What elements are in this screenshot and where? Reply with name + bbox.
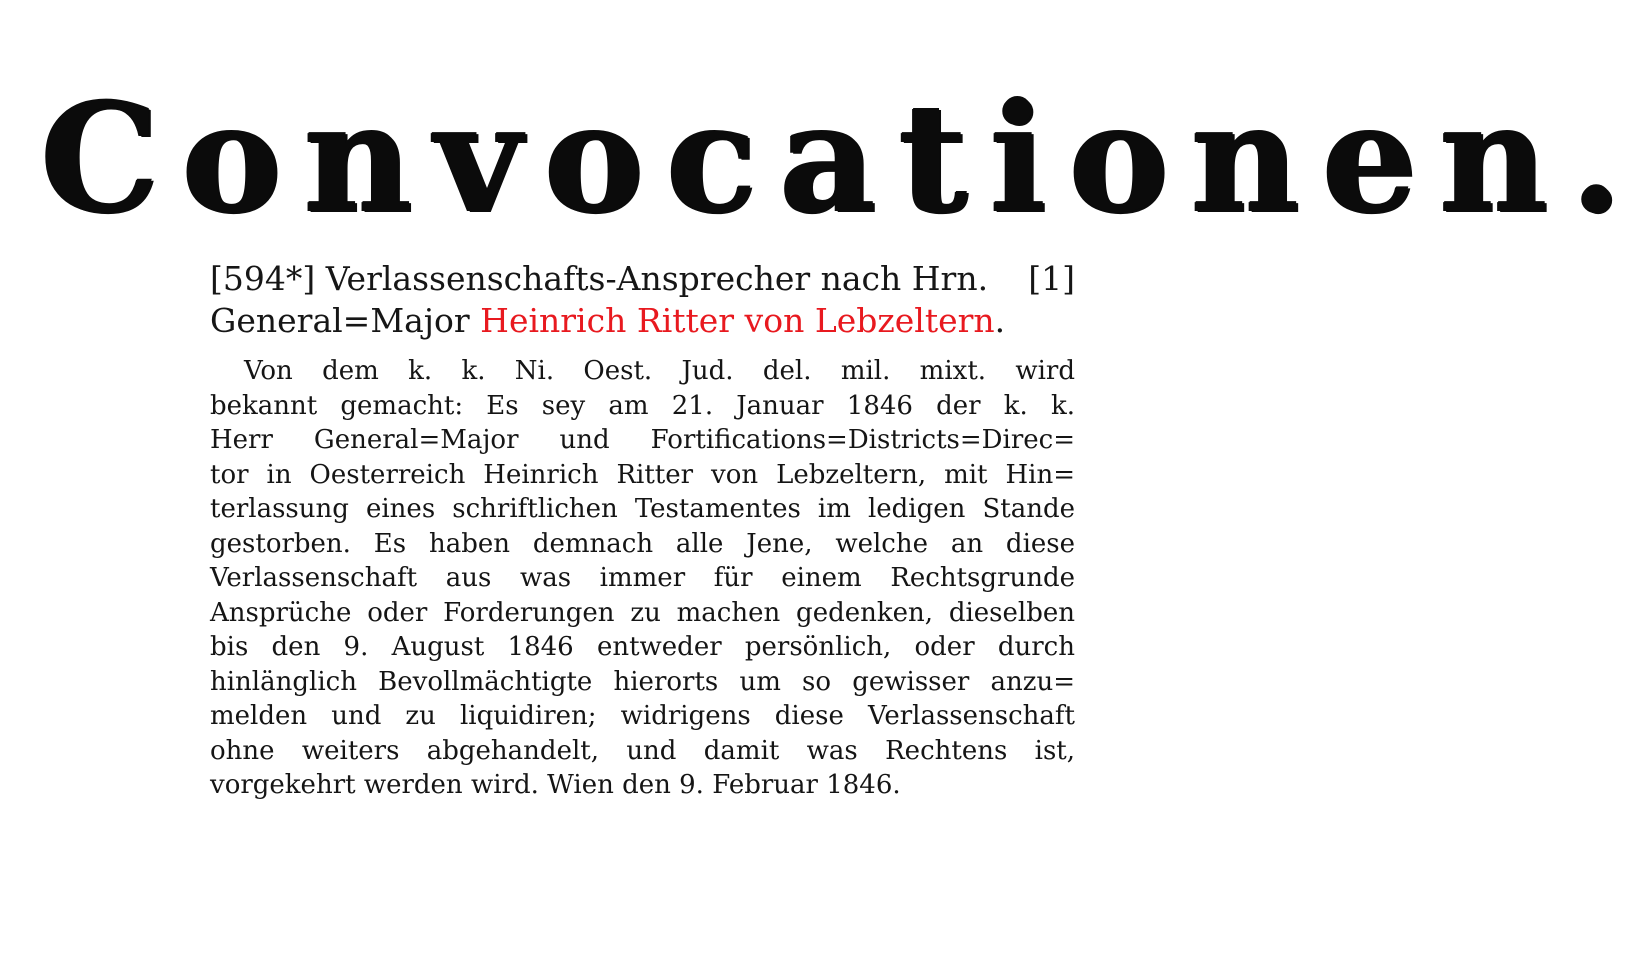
notice-person <box>210 302 1085 340</box>
body-line: Ansprüche oder Forderungen zu machen gedenken, dieselben <box>210 597 1075 628</box>
notice-body <box>210 354 1085 803</box>
notice-subject: Verlassenschafts-Ansprecher nach Hrn. <box>325 259 989 298</box>
body-line: vorgekehrt werden wird. Wien den 9. Februar 1846. <box>210 770 901 800</box>
body-line: gestorben. Es haben demnach alle Jene, welche an diese <box>210 528 1075 559</box>
body-line: Herr General=Major und Fortifications=Districts=Direc= <box>210 425 1075 455</box>
notice-person-name: Heinrich Ritter von Lebzeltern <box>480 301 995 340</box>
body-line: Verlassenschaft aus was immer für einem Rechtsgrunde <box>210 563 1075 593</box>
body-line: melden und zu liquidiren; widrigens diese Verlassenschaft <box>210 701 1075 731</box>
body-line: bekannt gemacht: Es sey am 21. Januar 1846 der k. k. <box>210 390 1075 421</box>
notice-name-end: . <box>994 301 1006 340</box>
notice-page-mark: [1] <box>1028 259 1075 298</box>
notice-headline <box>210 260 1075 298</box>
notice-number: [594*] <box>210 259 316 298</box>
body-line: tor in Oesterreich Heinrich Ritter von Lebzeltern, mit Hin= <box>210 459 1075 490</box>
body-line: hinlänglich Bevollmächtigte hierorts um so gewisser anzu= <box>210 666 1075 697</box>
body-line: ohne weiters abgehandelt, und damit was Rechtens ist, <box>210 735 1075 766</box>
body-line: terlassung eines schriftlichen Testamentes im ledigen Stande <box>210 494 1075 524</box>
page-heading: Convocationen. <box>40 70 1644 246</box>
notice <box>210 260 1085 803</box>
notice-headline-text <box>210 260 988 298</box>
body-line: Von dem k. k. Ni. Oest. Jud. del. mil. mixt. wird <box>244 356 1075 386</box>
body-line: bis den 9. August 1846 entweder persönlich, oder durch <box>210 632 1075 662</box>
notice-rank: General=Major <box>210 301 470 340</box>
